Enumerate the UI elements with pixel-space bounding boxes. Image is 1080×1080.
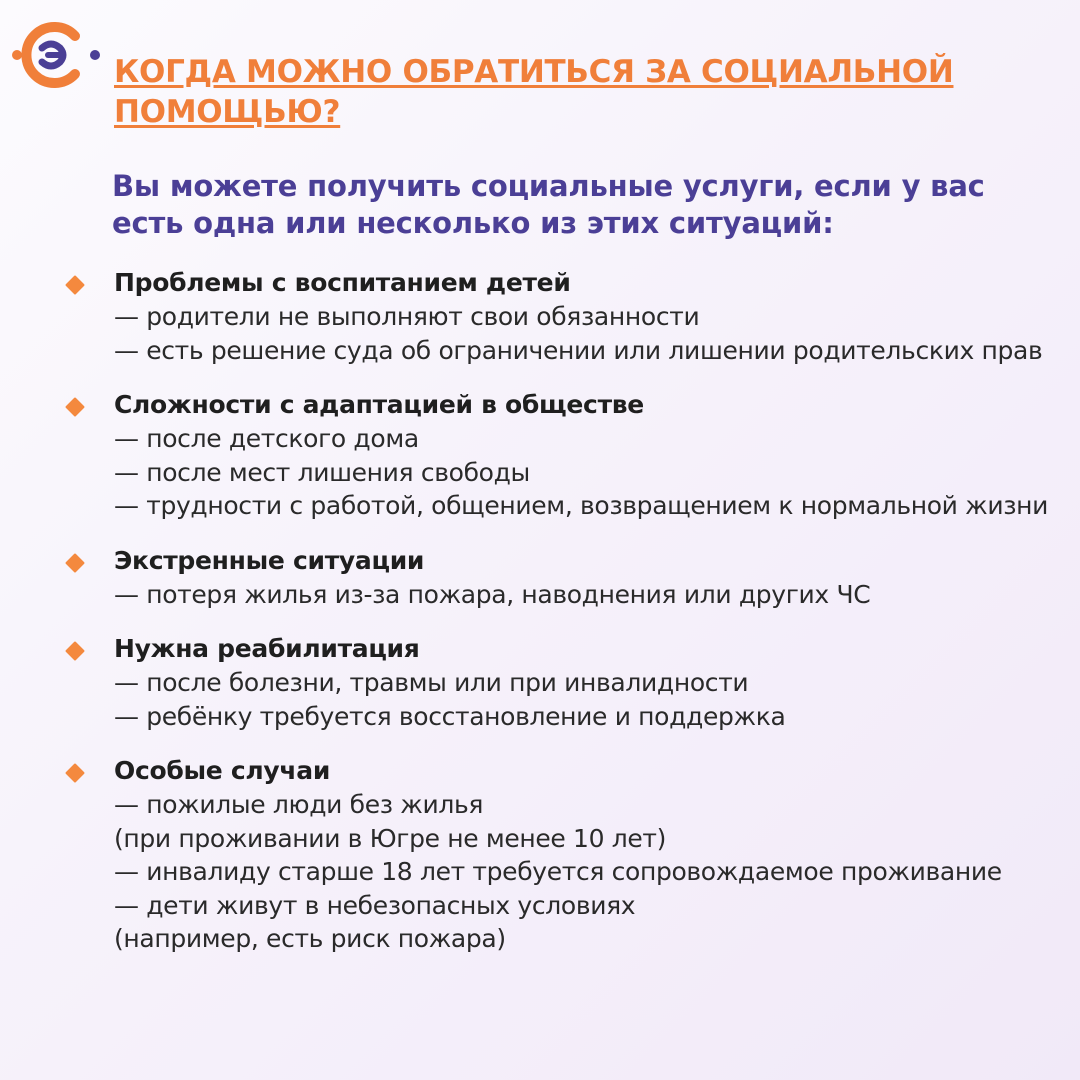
situation-detail: — потеря жилья из-за пожара, наводнения или других ЧС <box>114 579 871 609</box>
situation-section <box>0 632 1080 733</box>
situation-title: Особые случаи <box>114 756 331 785</box>
page-title: КОГДА МОЖНО ОБРАТИТЬСЯ ЗА СОЦИАЛЬНОЙ ПОМОЩЬЮ? <box>114 54 954 130</box>
org-logo-icon <box>4 10 104 90</box>
situation-detail: — после детского дома <box>114 424 419 453</box>
situation-section <box>0 544 1080 612</box>
situation-detail: (например, есть риск пожара) <box>114 924 506 953</box>
situation-detail: — трудности с работой, общением, возвращением к нормальной жизни <box>114 491 1049 520</box>
situation-detail: — после мест лишения свободы <box>114 457 530 487</box>
situation-section <box>0 388 1080 523</box>
situation-detail: — родители не выполняют свои обязанности <box>114 302 700 331</box>
situation-detail: — дети живут в небезопасных условиях <box>114 890 636 920</box>
situation-detail: — ребёнку требуется восстановление и поддержка <box>114 701 786 731</box>
situation-title: Нужна реабилитация <box>114 634 420 663</box>
situation-title: Сложности с адаптацией в обществе <box>114 390 644 419</box>
situation-detail: — инвалиду старше 18 лет требуется сопровождаемое проживание <box>114 857 1002 886</box>
situation-detail: (при проживании в Югре не менее 10 лет) <box>114 823 667 853</box>
situations-list <box>0 266 1080 977</box>
page-subtitle: Вы можете получить социальные услуги, если у вас есть одна или несколько из этих ситуаций: <box>112 169 985 240</box>
situation-detail: — есть решение суда об ограничении или лишении родительских прав <box>114 335 1043 365</box>
situation-title: Экстренные ситуации <box>114 545 425 575</box>
situation-detail: — после болезни, травмы или при инвалидности <box>114 668 749 697</box>
situation-title: Проблемы с воспитанием детей <box>114 268 571 297</box>
situation-section <box>0 754 1080 956</box>
situation-detail: — пожилые люди без жилья <box>114 790 484 819</box>
situation-section <box>0 266 1080 367</box>
